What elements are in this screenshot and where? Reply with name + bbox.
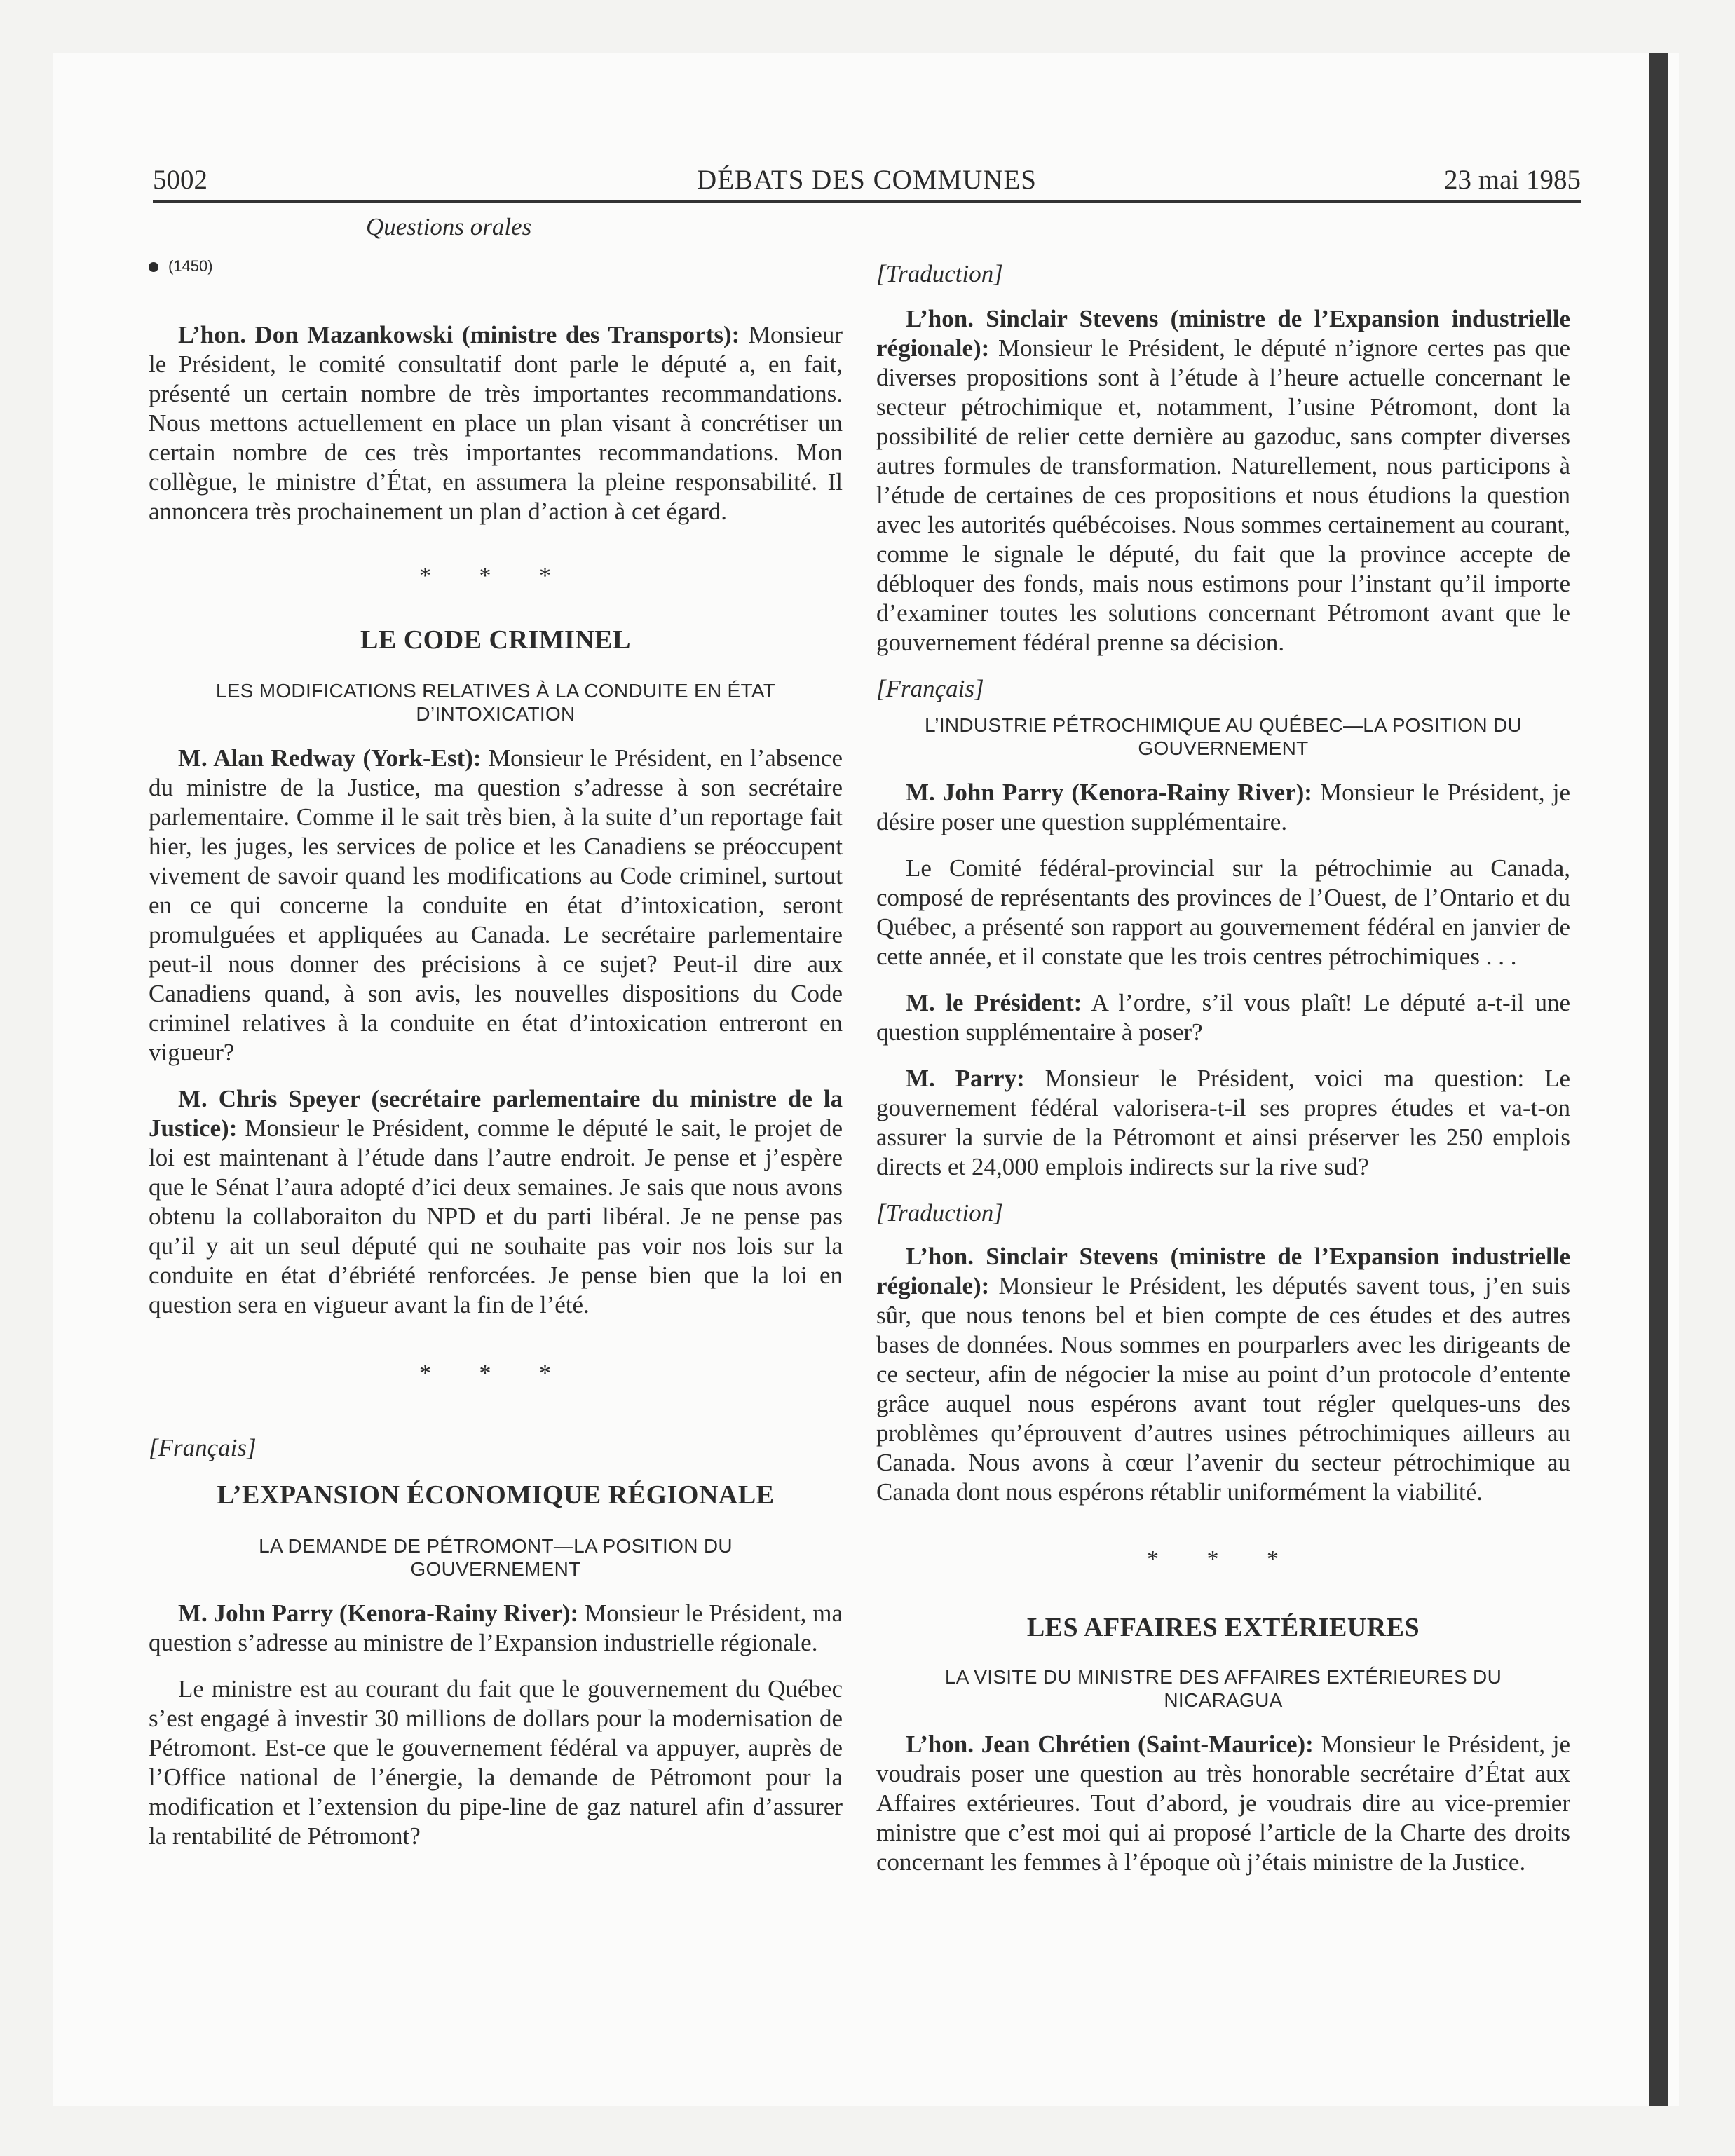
- speaker-name: L’hon. Jean Chrétien (Saint-Maurice):: [906, 1731, 1314, 1758]
- section-separator: * * *: [419, 1360, 572, 1386]
- speech-paragraph: [149, 320, 843, 526]
- speech-paragraph: Le Comité fédéral-provincial sur la pétrochimie au Canada, composé de représentants des provinces de l’Ouest, de l’Ontario et du Québec, a présenté son rapport au gouvernement fédéral en janvier de cette année, et il constate que les trois centres pétrochimiques . . .: [876, 854, 1570, 970]
- section-heading: LES AFFAIRES EXTÉRIEURES: [1026, 1613, 1420, 1642]
- speech-text: Monsieur le Président, le comité consultatif dont parle le député a, en fait, présenté un certain nombre de très importantes recommandations. Nous mettons actuellement en place un plan visant à concrétiser un certain nombre de ces très importantes recommandations. Mon collègue, le ministre d’État, en assumera la pleine responsabilité. Il annoncera très prochainement un plan d’action à cet égard.: [149, 321, 843, 525]
- speech-paragraph: [876, 1730, 1570, 1877]
- speaker-name: M. Alan Redway (York-Est):: [178, 744, 482, 772]
- speech-text: Monsieur le Président, je voudrais poser une question au très honorable secrétaire d’État aux Affaires extérieures. Tout d’abord, je voudrais dire au vice-premier ministre que c’est moi qui ai proposé l’article de la Charte des droits concernant les femmes à l’époque où j’étais ministre de la Justice.: [876, 1731, 1571, 1876]
- speech-text: Monsieur le Président, le député n’ignore certes pas que diverses propositions sont à l’étude à l’heure actuelle concernant le secteur pétrochimique et, notamment, l’usine Pétromont, dont la possibilité de relier cette dernière au gazoduc, sans compter diverses autres formules de transformation. Naturellement, nous participons à l’étude de certaines de ces propositions et nous étudions la question avec les autorités québécoises. Nous sommes certainement au courant, comme le signale le député, du fait que la province accepte de débloquer des fonds, mais nous estimons pour l’instant qu’il importe d’examiner toutes les solutions concernant Pétromont avant que le gouvernement fédéral prenne sa décision.: [876, 334, 1570, 656]
- subsection-heading: L’INDUSTRIE PÉTROCHIMIQUE AU QUÉBEC—LA POSITION DU GOUVERNEMENT: [924, 714, 1523, 759]
- page-header: [153, 163, 1581, 203]
- page-number: 5002: [153, 165, 207, 195]
- speech-text: Monsieur le Président, ma question s’adresse au ministre de l’Expansion industrielle régionale.: [149, 1599, 843, 1656]
- scan-edge-bar: [1649, 53, 1668, 2106]
- speaker-name: M. John Parry (Kenora-Rainy River):: [178, 1599, 579, 1627]
- section-separator: * * *: [419, 563, 572, 589]
- speaker-name: L’hon. Sinclair Stevens (ministre de l’Expansion industrielle régionale):: [876, 1243, 1570, 1299]
- time-stamp: [149, 257, 843, 275]
- time-stamp-text: (1450): [168, 257, 213, 275]
- speech-paragraph: [149, 1084, 843, 1320]
- page-date: 23 mai 1985: [1444, 165, 1581, 195]
- speech-text: Monsieur le Président, en l’absence du ministre de la Justice, ma question s’adresse à son secrétaire parlementaire. Comme il le sait très bien, à la suite d’un reportage fait hier, les juges, les services de police et les Canadiens se préoccupent vivement de savoir quand les modifications au Code criminel, surtout en ce qui concerne la conduite en état d’intoxication, seront promulguées et appliquées au Canada. Le secrétaire parlementaire peut-il nous donner des précisions à ce sujet? Peut-il dire aux Canadiens quand, à son avis, les nouvelles dispositions du Code criminel relatives à la conduite en état d’intoxication entreront en vigueur?: [149, 744, 843, 1066]
- speech-paragraph: [876, 1242, 1570, 1507]
- speaker-name: M. John Parry (Kenora-Rainy River):: [906, 779, 1312, 806]
- speech-text: Monsieur le Président, les députés savent tous, j’en suis sûr, que nous tenons bel et bien compte de ces études et des autres bases de données. Nous sommes en pourparlers avec les dirigeants de ce secteur, afin de négocier la mise au point d’un protocole d’entente grâce auquel nous espérons avant tout régler quelques-uns des problèmes qu’éprouvent d’autres usines pétrochimiques ailleurs au Canada. Nous avons à cœur l’avenir du secteur pétrochimique au Canada dont nous espérons rétablir uniformément la viabilité.: [876, 1272, 1570, 1506]
- speech-paragraph: [876, 988, 1570, 1047]
- subsection-heading: LA DEMANDE DE PÉTROMONT—LA POSITION DU GOUVERNEMENT: [259, 1535, 733, 1580]
- language-rubric: [Français]: [876, 675, 984, 702]
- speech-text: Monsieur le Président, comme le député le sait, le projet de loi est maintenant à l’étude dans l’autre endroit. Je pense et j’espère que le Sénat l’aura adopté d’ici deux semaines. Je sais que nous avons obtenu la collaboraiton du NPD et du parti libéral. Je ne pense pas qu’il y ait un seul député qui ne souhaite pas voir nos lois sur la conduite en état d’ébriété renforcées. Je pense bien que la loi en question sera en vigueur avant la fin de l’été.: [149, 1114, 843, 1318]
- speech-paragraph: [876, 1064, 1570, 1182]
- publication-title: DÉBATS DES COMMUNES: [697, 165, 1037, 195]
- right-column: [876, 210, 1570, 1877]
- speech-paragraph: [149, 744, 843, 1067]
- running-title: Questions orales: [366, 213, 532, 240]
- speech-paragraph: [876, 304, 1570, 657]
- speaker-name: M. Chris Speyer (secrétaire parlementaire du ministre de la Justice):: [149, 1085, 843, 1142]
- speech-text: A l’ordre, s’il vous plaît! Le député a-t-il une question supplémentaire à poser?: [876, 989, 1570, 1046]
- speech-paragraph: [149, 1599, 843, 1658]
- language-rubric: [Français]: [149, 1434, 257, 1461]
- speaker-name: M. Parry:: [906, 1065, 1025, 1092]
- section-heading: L’EXPANSION ÉCONOMIQUE RÉGIONALE: [217, 1480, 775, 1510]
- subsection-heading: LES MODIFICATIONS RELATIVES À LA CONDUITE EN ÉTAT D’INTOXICATION: [215, 680, 776, 725]
- bullet-dot-icon: [149, 262, 158, 272]
- speaker-name: M. le Président:: [906, 989, 1082, 1016]
- speech-paragraph: Le ministre est au courant du fait que le gouvernement du Québec s’est engagé à investir 30 millions de dollars pour la modernisation de Pétromont. Est-ce que le gouvernement fédéral va appuyer, auprès de l’Office national de l’énergie, la demande de Pétromont pour la modification et l’extension du pipe-line de gaz naturel afin d’assurer la rentabilité de Pétromont?: [149, 1675, 843, 1850]
- subsection-heading: LA VISITE DU MINISTRE DES AFFAIRES EXTÉRIEURES DU NICARAGUA: [944, 1666, 1502, 1711]
- language-rubric: [Traduction]: [876, 260, 1003, 287]
- section-heading: LE CODE CRIMINEL: [360, 625, 631, 655]
- speech-text: Monsieur le Président, voici ma question: Le gouvernement fédéral valorisera-t-il ses propres études et va-t-on assurer la survie de la Pétromont et ainsi préserver les 250 emplois directs et 24,000 emplois indirects sur la rive sud?: [876, 1065, 1571, 1180]
- language-rubric: [Traduction]: [876, 1199, 1003, 1227]
- speaker-name: L’hon. Sinclair Stevens (ministre de l’Expansion industrielle régionale):: [876, 305, 1570, 362]
- speech-text: Monsieur le Président, je désire poser une question supplémentaire.: [876, 779, 1570, 835]
- section-separator: * * *: [1147, 1546, 1300, 1572]
- speaker-name: L’hon. Don Mazankowski (ministre des Transports):: [178, 321, 740, 348]
- speech-paragraph: [876, 778, 1570, 837]
- left-column: [149, 210, 843, 1851]
